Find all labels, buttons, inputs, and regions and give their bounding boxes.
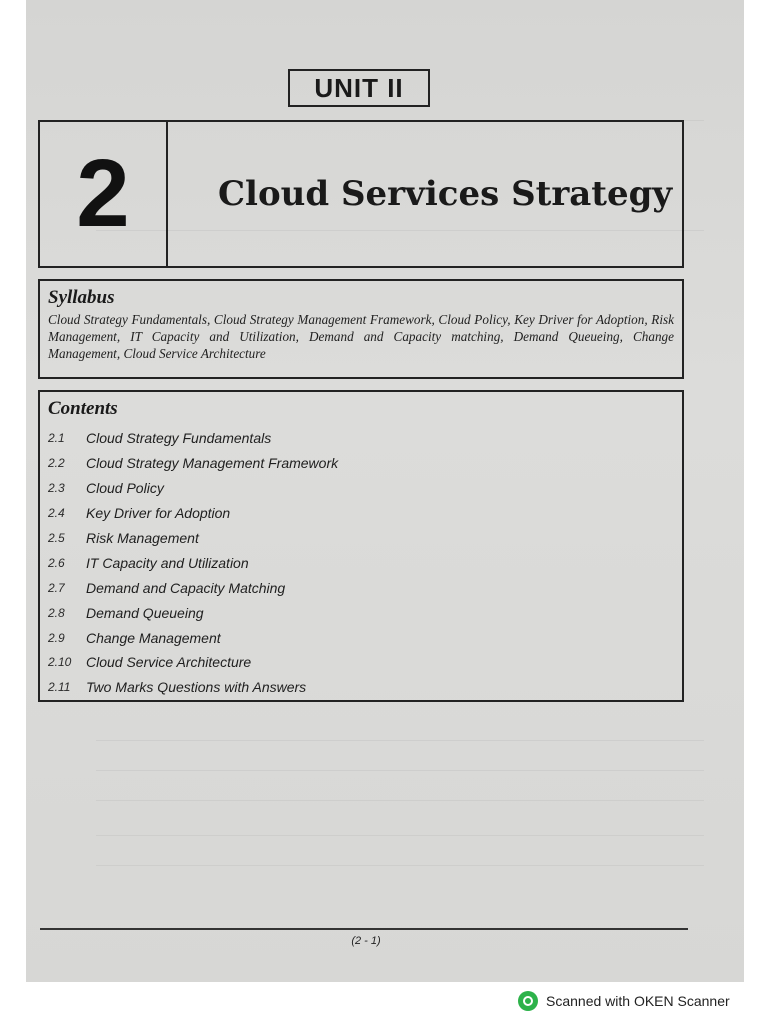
contents-item-title: Two Marks Questions with Answers bbox=[86, 679, 307, 696]
contents-item-title: Demand and Capacity Matching bbox=[86, 579, 286, 596]
unit-label: UNIT II bbox=[288, 69, 430, 107]
contents-item bbox=[48, 550, 674, 575]
oken-logo-icon bbox=[518, 991, 538, 1011]
contents-item-title: Change Management bbox=[86, 629, 221, 646]
contents-item-title: Cloud Strategy Fundamentals bbox=[86, 430, 272, 447]
chapter-header bbox=[38, 120, 684, 268]
chapter-number: 2 bbox=[40, 122, 168, 266]
contents-item-title: IT Capacity and Utilization bbox=[86, 554, 249, 571]
contents-item-number: 2.8 bbox=[48, 605, 65, 620]
contents-item-title: Cloud Service Architecture bbox=[86, 654, 252, 671]
scanner-watermark bbox=[518, 990, 730, 1012]
contents-item-number: 2.2 bbox=[48, 456, 65, 471]
footer-rule bbox=[40, 928, 688, 930]
contents-item bbox=[48, 675, 674, 700]
contents-item-number: 2.11 bbox=[48, 680, 71, 695]
contents-item-number: 2.7 bbox=[48, 580, 65, 595]
contents-item bbox=[48, 600, 674, 625]
contents-item-number: 2.10 bbox=[48, 655, 72, 670]
contents-item-number: 2.9 bbox=[48, 630, 65, 645]
contents-item-number: 2.1 bbox=[48, 431, 65, 446]
syllabus-heading: Syllabus bbox=[48, 287, 115, 308]
contents-item bbox=[48, 426, 674, 451]
contents-item-title: Demand Queueing bbox=[86, 604, 204, 621]
contents-list bbox=[48, 426, 674, 700]
syllabus-text: Cloud Strategy Fundamentals, Cloud Strategy Management Framework, Cloud Policy, Key Driver for Adoption, Risk Management, IT Capacity and Utilization, Demand and Capacity matching, Demand Queueing, Change Management, Cloud Service Architecture bbox=[48, 312, 674, 361]
contents-item bbox=[48, 501, 674, 526]
contents-item-number: 2.6 bbox=[48, 555, 65, 570]
syllabus-box bbox=[38, 279, 684, 379]
chapter-title: Cloud Services Strategy bbox=[218, 174, 673, 214]
contents-item-title: Cloud Policy bbox=[86, 480, 164, 497]
contents-item bbox=[48, 575, 674, 600]
contents-item-title: Key Driver for Adoption bbox=[86, 505, 231, 522]
contents-item bbox=[48, 625, 674, 650]
contents-heading: Contents bbox=[48, 398, 118, 419]
page-number: (2 - 1) bbox=[351, 935, 381, 947]
contents-box bbox=[38, 390, 684, 702]
contents-item-title: Cloud Strategy Management Framework bbox=[86, 455, 339, 472]
contents-item-number: 2.4 bbox=[48, 506, 65, 521]
contents-item-number: 2.3 bbox=[48, 481, 65, 496]
contents-item bbox=[48, 526, 674, 551]
contents-item-number: 2.5 bbox=[48, 531, 65, 545]
contents-item bbox=[48, 451, 674, 476]
contents-item bbox=[48, 650, 674, 675]
contents-item bbox=[48, 476, 674, 501]
scanned-page bbox=[26, 0, 744, 982]
scanner-watermark-text: Scanned with OKEN Scanner bbox=[546, 993, 730, 1009]
contents-item-title: Risk Management bbox=[86, 530, 199, 546]
